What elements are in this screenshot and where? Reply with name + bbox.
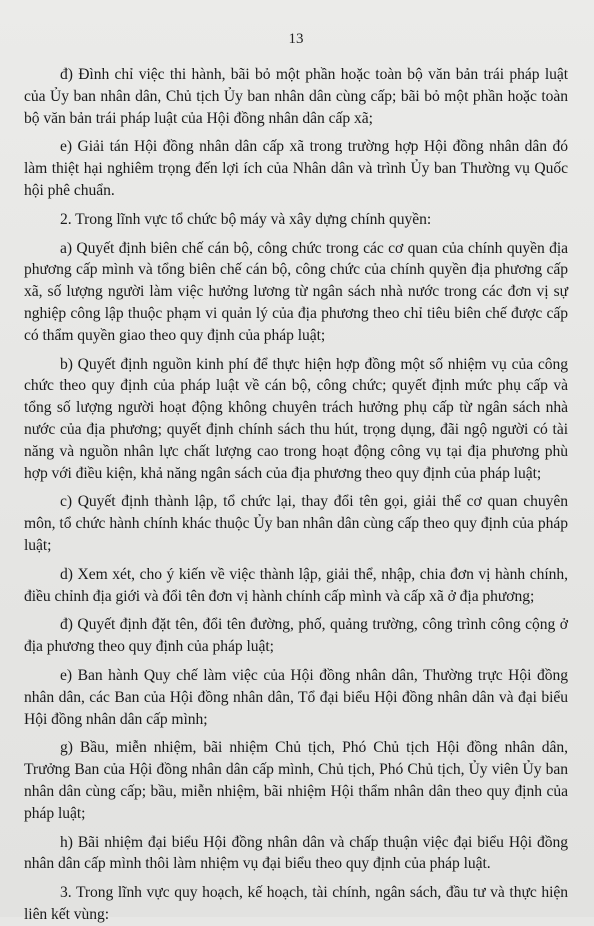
paragraph-b-funding: b) Quyết định nguồn kinh phí để thực hiện hợp đồng một số nhiệm vụ của công chức theo quy định của pháp luật về cán bộ, công chức; quyết định mức phụ cấp và tổng số lượng người hoạt động không chuyên trách hưởng phụ cấp từ ngân sách nhà nước của địa phương; quyết định chính sách thu hút, trọng dụng, đãi ngộ người có tài năng và nguồn nhân lực chất lượng cao trong hoạt động công vụ tại địa phương phù hợp với điều kiện, khả năng ngân sách của địa phương theo quy định của pháp luật;: [24, 355, 568, 482]
page-number: 13: [288, 31, 304, 47]
paragraph-e-working-rules: e) Ban hành Quy chế làm việc của Hội đồng nhân dân, Thường trực Hội đồng nhân dân, các Ban của Hội đồng nhân dân, Tổ đại biểu Hội đồng nhân dân và đại biểu Hội đồng nhân dân cấp mình;: [24, 666, 568, 728]
paragraph-d-administrative-units: d) Xem xét, cho ý kiến về việc thành lập, giải thể, nhập, chia đơn vị hành chính, điều chỉnh địa giới và đổi tên đơn vị hành chính cấp mình và cấp xã ở địa phương;: [24, 565, 568, 605]
paragraph-a-staffing: a) Quyết định biên chế cán bộ, công chức trong các cơ quan của chính quyền địa phương cấp mình và tổng biên chế cán bộ, công chức của chính quyền địa phương cấp xã, số lượng người làm việc hưởng lương từ ngân sách nhà nước trong các đơn vị sự nghiệp công lập thuộc phạm vi quản lý của địa phương theo chỉ tiêu biên chế được cấp có thẩm quyền giao theo quy định của pháp luật;: [24, 239, 568, 344]
paragraph-h-dismissal: h) Bãi nhiệm đại biểu Hội đồng nhân dân và chấp thuận việc đại biểu Hội đồng nhân dân cấp mình thôi làm nhiệm vụ đại biểu theo quy định của pháp luật.: [24, 833, 568, 873]
paragraph-e-dissolve-council: e) Giải tán Hội đồng nhân dân cấp xã trong trường hợp Hội đồng nhân dân đó làm thiệt hại nghiêm trọng đến lợi ích của Nhân dân và trình Ủy ban Thường vụ Quốc hội phê chuẩn.: [24, 138, 568, 199]
paragraph-g-elections: g) Bầu, miễn nhiệm, bãi nhiệm Chủ tịch, Phó Chủ tịch Hội đồng nhân dân, Trưởng Ban của Hội đồng nhân dân cấp mình, Chủ tịch, Phó Chủ tịch, Ủy viên Ủy ban nhân dân cùng cấp; bầu, miễn nhiệm, bãi nhiệm Hội thẩm nhân dân theo quy định của pháp luật;: [24, 739, 568, 822]
paragraph-c-establishment: c) Quyết định thành lập, tổ chức lại, thay đổi tên gọi, giải thể cơ quan chuyên môn, tổ chức hành chính khác thuộc Ủy ban nhân dân cùng cấp theo quy định của pháp luật;: [24, 493, 568, 554]
paragraph-d-suspend-documents: đ) Đình chỉ việc thi hành, bãi bỏ một phần hoặc toàn bộ văn bản trái pháp luật của Ủy ban nhân dân, Chủ tịch Ủy ban nhân dân cùng cấp; bãi bỏ một phần hoặc toàn bộ văn bản trái pháp luật của Hội đồng nhân dân cấp xã;: [24, 66, 568, 127]
section-2-heading: 2. Trong lĩnh vực tổ chức bộ máy và xây dựng chính quyền:: [60, 210, 432, 228]
section-3-heading: 3. Trong lĩnh vực quy hoạch, kế hoạch, tài chính, ngân sách, đầu tư và thực hiện liên kết vùng:: [24, 884, 568, 923]
paragraph-dd-naming: đ) Quyết định đặt tên, đổi tên đường, phố, quảng trường, công trình công cộng ở địa phương theo quy định của pháp luật;: [24, 616, 568, 656]
